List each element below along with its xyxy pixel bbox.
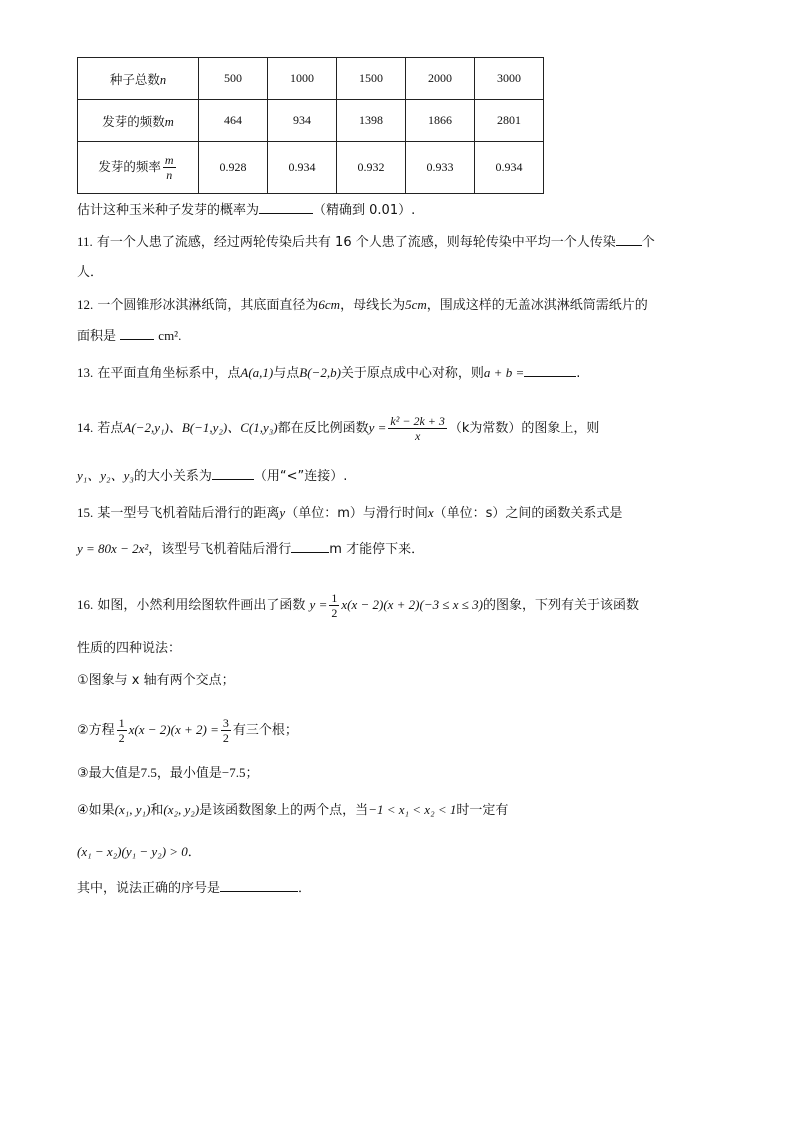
table-cell: 0.934 xyxy=(268,142,337,194)
table-row xyxy=(78,142,544,194)
answer-blank xyxy=(259,201,313,214)
table-cell: 934 xyxy=(268,100,337,142)
fraction: $\frac{1}{2}$ xyxy=(118,716,125,745)
fraction: $\frac{3}{2}$ xyxy=(222,716,229,745)
question-14-cont: y₁、y₂、y₃的大小关系为 （用“<”连接）. xyxy=(77,468,348,484)
table-cell: 2000 xyxy=(406,58,475,100)
question-11: 11. 有一个人患了流感，经过两轮传染后共有 16 个人患了流感，则每轮传染中平均一个人传染 个 xyxy=(77,234,655,250)
row-header: 种子总数n xyxy=(78,58,199,100)
fraction: $\frac{\text{k² − 2k + 3}}{x}$ xyxy=(390,414,445,443)
answer-blank xyxy=(291,540,329,553)
row-header: 发芽的频率 $\frac{m}{n}$ xyxy=(78,142,199,194)
table-cell: 0.934 xyxy=(475,142,544,194)
answer-blank xyxy=(524,364,576,377)
question-15-cont: y = 80x − 2x²，该型号飞机着陆后滑行 m 才能停下来． xyxy=(77,541,425,557)
statement-3: ③最大值是7.5，最小值是−7.5； xyxy=(77,765,259,781)
question-16: 16. 如图，小然利用绘图软件画出了函数 y = $\frac{1}{2}$ x(x − 2)(x + 2)(−3 ≤ x ≤ 3)的图象，下列有关于该函数 xyxy=(77,591,640,620)
question-16-end: 其中，说法正确的序号是 ． xyxy=(77,881,312,896)
table-cell: 2801 xyxy=(475,100,544,142)
table-cell: 1398 xyxy=(337,100,406,142)
question-12-cont: 面积是 cm². xyxy=(77,328,182,344)
answer-blank xyxy=(616,233,642,246)
germination-table xyxy=(77,57,544,194)
table-cell: 1866 xyxy=(406,100,475,142)
q10-tail: 估计这种玉米种子发芽的概率为 （精确到 0.01）. xyxy=(77,203,416,218)
question-14: 14. 若点A(−2,y₁)、B(−1,y₂)、C(1,y₃)都在反比例函数y = $\frac{\text{k² − 2k + 3}}{x}$ （k为常数）的图象上，则 xyxy=(77,414,600,443)
table-row xyxy=(78,58,544,100)
answer-blank xyxy=(220,879,298,892)
table-row xyxy=(78,100,544,142)
question-16-intro: 性质的四种说法： xyxy=(77,641,182,656)
table-cell: 3000 xyxy=(475,58,544,100)
table-cell: 0.928 xyxy=(199,142,268,194)
row-header: 发芽的频数m xyxy=(78,100,199,142)
table-cell: 1000 xyxy=(268,58,337,100)
table-cell: 0.933 xyxy=(406,142,475,194)
question-13: 13. 在平面直角坐标系中，点A(a,1)与点B(−2,b)关于原点成中心对称，则a + b = . xyxy=(77,365,581,381)
fraction: $\frac{m}{n}$ xyxy=(164,153,174,182)
statement-1: ①图象与 x 轴有两个交点； xyxy=(77,673,235,688)
table-cell: 464 xyxy=(199,100,268,142)
fraction: $\frac{1}{2}$ xyxy=(331,591,338,620)
table-cell: 0.932 xyxy=(337,142,406,194)
statement-4-cont: (x₁ − x₂)(y₁ − y₂) > 0． xyxy=(77,844,201,860)
answer-blank xyxy=(120,327,154,340)
table-cell: 1500 xyxy=(337,58,406,100)
answer-blank xyxy=(212,467,254,480)
question-11-cont: 人． xyxy=(77,265,104,280)
question-15: 15. 某一型号飞机着陆后滑行的距离y（单位：m）与滑行时间x（单位：s）之间的函数关系式是 xyxy=(77,505,623,521)
table-cell: 500 xyxy=(199,58,268,100)
statement-4: ④如果(x₁, y₁)和(x₂, y₂)是该函数图象上的两个点，当−1 < x₁ < x₂ < 1时一定有 xyxy=(77,802,509,818)
statement-2: ②方程 $\frac{1}{2}$ x(x − 2)(x + 2) = $\frac{3}{2}$ 有三个根； xyxy=(77,716,298,745)
question-12: 12. 一个圆锥形冰淇淋纸筒，其底面直径为6cm，母线长为5cm，围成这样的无盖冰淇淋纸筒需纸片的 xyxy=(77,297,648,313)
